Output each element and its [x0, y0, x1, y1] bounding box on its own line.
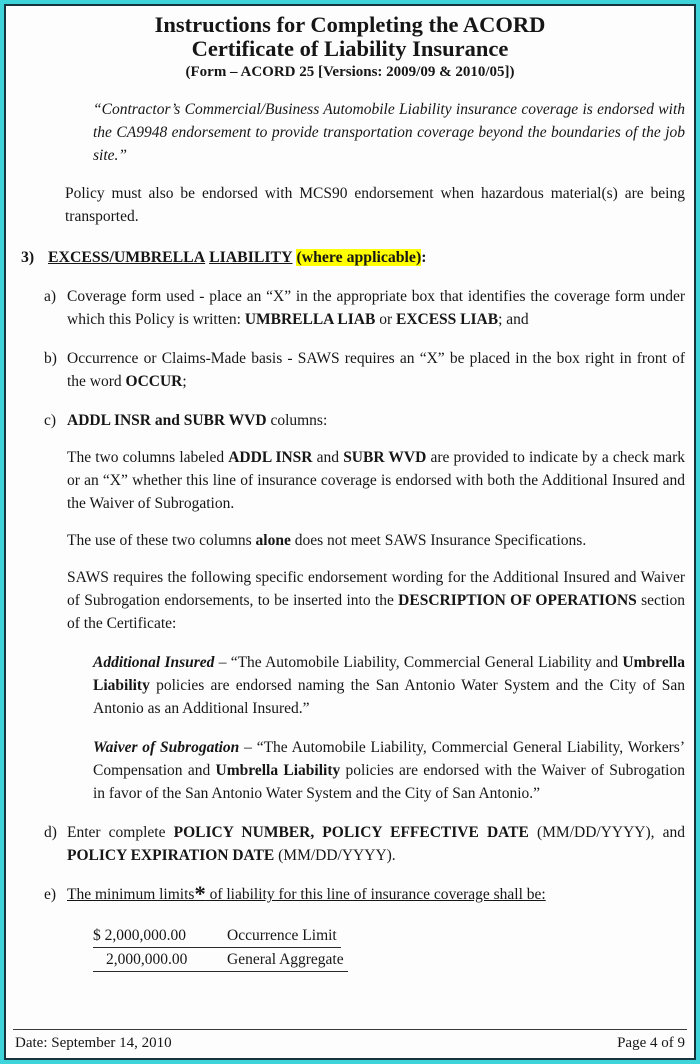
item-b-text: Occurrence or Claims-Made basis - SAWS requires an “X” be placed in the box right in front of the word OCCUR; [67, 350, 685, 390]
heading-excess-umbrella: EXCESS/UMBRELLA [48, 249, 206, 266]
umbrella-liab-term: UMBRELLA LIAB [244, 311, 376, 328]
item-e-heading [67, 883, 685, 906]
umbrella-liability-term: Umbrella Liability [93, 654, 685, 694]
title-line-2: Certificate of Liability Insurance [191, 36, 509, 61]
mcs90-policy-paragraph: Policy must also be endorsed with MCS90 endorsement when hazardous material(s) are being transported. [65, 185, 685, 225]
waiver-of-subrogation-lead: Waiver of Subrogation [93, 739, 240, 756]
umbrella-liability-term-2: Umbrella Liability [215, 762, 341, 779]
minimum-limits-table [93, 924, 685, 972]
asterisk-mark: * [194, 881, 206, 907]
item-b [44, 347, 685, 393]
item-c-paragraph-3: SAWS requires the following specific endorsement wording for the Additional Insured and Waiver of Subrogation endorsements, to be inserted into the DESCRIPTION OF OPERATIONS section of the Certificate: [67, 569, 686, 632]
where-applicable-highlight: (where applicable) [296, 249, 422, 266]
limit-row-aggregate [93, 948, 348, 972]
item-e [44, 883, 685, 906]
general-aggregate-label: General Aggregate [227, 951, 344, 968]
page-footer [13, 1029, 687, 1056]
addl-insr-term: ADDL INSR [228, 449, 313, 466]
item-c-paragraph-1: The two columns labeled ADDL INSR and SUBR WVD are provided to indicate by a check mark or an “X” whether this line of insurance coverage is endorsed with both the Additional Insured and the Waiver of Subrogation. [67, 449, 686, 512]
footer-page-number: Page 4 of 9 [617, 1035, 685, 1051]
item-d-label: d) [44, 824, 57, 841]
item-a-text: Coverage form used - place an “X” in the appropriate box that identifies the coverage form under which this Policy is written: UMBRELLA LIAB or EXCESS LIAB; and [67, 288, 685, 328]
limit-row-occurrence [93, 924, 341, 948]
section-3-heading-text [48, 246, 426, 269]
occurrence-limit-label: Occurrence Limit [227, 927, 337, 944]
description-of-operations-term: DESCRIPTION OF OPERATIONS [398, 592, 637, 609]
heading-liability: LIABILITY [209, 249, 293, 266]
item-c-heading: ADDL INSR and SUBR WVD columns: [67, 412, 328, 429]
item-a-label: a) [44, 288, 57, 305]
item-c-paragraph-2: The use of these two columns alone does not meet SAWS Insurance Specifications. [67, 532, 587, 549]
title-line-1: Instructions for Completing the ACORD [154, 12, 546, 37]
item-c-label: c) [44, 412, 57, 429]
item-e-label: e) [44, 886, 57, 903]
item-d [44, 821, 685, 867]
subr-wvd-term: SUBR WVD [343, 449, 427, 466]
item-b-label: b) [44, 350, 57, 367]
footer-date: Date: September 14, 2010 [15, 1035, 172, 1051]
contractor-quote-paragraph: “Contractor’s Commercial/Business Automobile Liability insurance coverage is endorsed with the CA9948 endorsement to provide transportation coverage beyond the boundaries of the job site.” [93, 101, 685, 164]
excess-liab-term: EXCESS LIAB [395, 311, 499, 328]
section-3-number: 3) [21, 249, 35, 266]
page-title [15, 13, 685, 61]
additional-insured-paragraph: Additional Insured – “The Automobile Liability, Commercial General Liability and Umbrella Liability policies are endorsed naming the San Antonio Water System and the City of San Antonio as an Additional Insured.” [93, 654, 685, 717]
document-sheet [4, 4, 696, 1060]
waiver-of-subrogation-paragraph: Waiver of Subrogation – “The Automobile Liability, Commercial General Liability, Workers’ Compensation and Umbrella Liability policies are endorsed with the Waiver of Subrogation in favor of the San Antonio Water System and the City of San Antonio.” [93, 739, 685, 802]
policy-expiration-date-term: POLICY EXPIRATION DATE [67, 847, 275, 864]
alone-emphasis: alone [255, 532, 291, 549]
general-aggregate-amount: 2,000,000.00 [106, 951, 188, 968]
minimum-limits-heading: The minimum limits* of liability for this line of insurance coverage shall be: [67, 881, 546, 907]
item-d-text: Enter complete POLICY NUMBER, POLICY EFFECTIVE DATE (MM/DD/YYYY), and POLICY EXPIRATION DATE (MM/DD/YYYY). [67, 824, 685, 864]
occur-term: OCCUR [125, 373, 183, 390]
addl-insr-subr-wvd-term: ADDL INSR and SUBR WVD [67, 412, 267, 429]
form-subtitle: (Form – ACORD 25 [Versions: 2009/09 & 2010/05]) [185, 64, 515, 80]
item-c [44, 409, 685, 432]
heading-colon: : [421, 249, 427, 266]
policy-number-effective-date-term: POLICY NUMBER, POLICY EFFECTIVE DATE [173, 824, 529, 841]
additional-insured-lead: Additional Insured [93, 654, 215, 671]
occurrence-limit-amount: $ 2,000,000.00 [93, 927, 186, 944]
item-a [44, 285, 685, 331]
section-3-heading [21, 246, 685, 269]
